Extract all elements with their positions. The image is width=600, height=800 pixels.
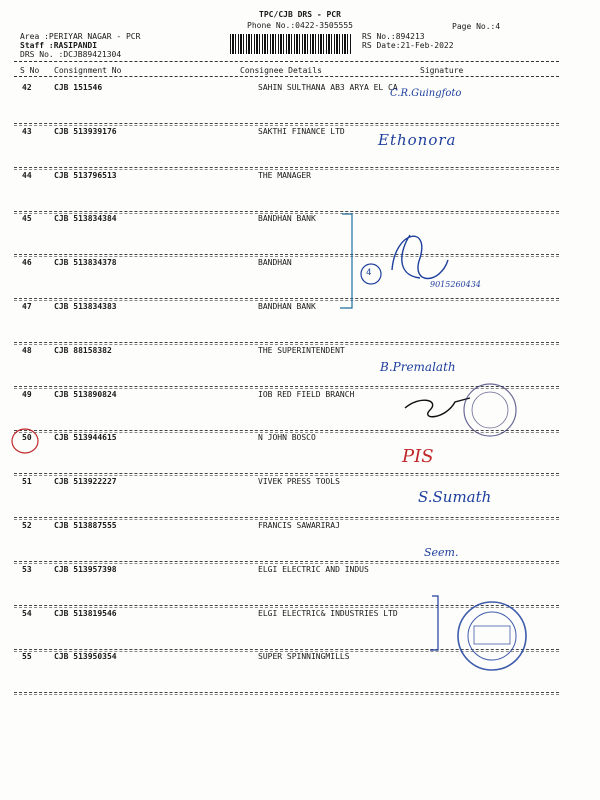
bracket-mark	[340, 214, 352, 308]
row-sno: 48	[22, 345, 32, 355]
rs-date: RS Date:21-Feb-2022	[362, 41, 454, 50]
row-sno: 43	[22, 126, 32, 136]
row-consignee: N JOHN BOSCO	[258, 433, 316, 443]
row-consignee: FRANCIS SAWARIRAJ	[258, 521, 340, 530]
row-consignment-no: CJB 513834383	[54, 302, 117, 311]
phone-number: Phone No.:0422-3505555	[247, 21, 353, 30]
circle-mark-number: 4	[366, 268, 372, 278]
row-consignee: THE SUPERINTENDENT	[258, 345, 345, 355]
row-sno: 44	[22, 170, 32, 180]
signature-51: S.Sumath	[418, 488, 492, 506]
row-consignment-no: CJB 513819546	[54, 608, 117, 618]
col-header-consignee: Consignee Details	[240, 66, 322, 75]
row-consignment-no: CJB 513944615	[54, 433, 117, 443]
row-consignee: BANDHAN BANK	[258, 214, 316, 224]
bandhan-signature	[392, 235, 448, 279]
row-consignment-no: CJB 513887555	[54, 521, 117, 530]
col-header-consignment: Consignment No	[54, 66, 122, 75]
row-sno: 54	[22, 608, 32, 618]
row-consignment-no: CJB 151546	[54, 83, 103, 92]
row-sno: 49	[22, 389, 32, 399]
iob-signature	[405, 398, 470, 417]
row-sno: 53	[22, 564, 32, 574]
red-circle-mark	[12, 429, 38, 453]
row-consignee: SAHIN SULTHANA AB3 ARYA EL CA	[258, 83, 398, 92]
signature-43: Ethonora	[378, 131, 457, 149]
signature-52: Seem.	[424, 546, 459, 559]
row-sno: 46	[22, 258, 32, 268]
row-consignee: VIVEK PRESS TOOLS	[258, 477, 340, 487]
col-header-sno: S No	[20, 66, 40, 75]
row-consignee: ELGI ELECTRIC& INDUSTRIES LTD	[258, 608, 398, 618]
row-consignee: ELGI ELECTRIC AND INDUS	[258, 564, 369, 574]
row-consignment-no: CJB 88158382	[54, 345, 112, 355]
document-title: TPC/CJB DRS - PCR	[259, 10, 341, 19]
col-header-signature: Signature	[420, 66, 464, 75]
row-consignment-no: CJB 513796513	[54, 170, 117, 180]
row-consignee: THE MANAGER	[258, 170, 311, 180]
row-consignment-no: CJB 513939176	[54, 126, 117, 136]
row-sno: 45	[22, 214, 32, 224]
staff-field: Staff :RASIPANDI	[20, 41, 98, 50]
row-sno: 52	[22, 521, 32, 530]
row-consignee: SAKTHI FINANCE LTD	[258, 126, 345, 136]
row-consignee: BANDHAN	[258, 258, 292, 268]
signature-46-phone: 9015260434	[430, 280, 481, 289]
row-consignment-no: CJB 513957398	[54, 564, 117, 574]
row-consignment-no: CJB 513922227	[54, 477, 117, 487]
row-sno: 50	[22, 433, 32, 443]
row-sno: 55	[22, 652, 32, 662]
row-consignment-no: CJB 513890824	[54, 389, 117, 399]
drs-number: DRS No. :DCJB89421304	[20, 50, 122, 59]
page-number: Page No.:4	[452, 22, 501, 31]
row-sno: 51	[22, 477, 32, 487]
row-consignee: BANDHAN BANK	[258, 302, 316, 311]
signature-42: C.R.Guingfoto	[390, 88, 462, 99]
elgi-bracket	[430, 596, 438, 650]
area-field: Area :PERIYAR NAGAR - PCR	[20, 32, 141, 41]
row-consignee: IOB RED FIELD BRANCH	[258, 389, 355, 399]
row-sno: 42	[22, 83, 32, 92]
rs-number: RS No.:894213	[362, 32, 425, 41]
signature-48: B.Premalath	[380, 360, 456, 374]
row-consignment-no: CJB 513950354	[54, 652, 117, 662]
signature-50: PIS	[402, 446, 434, 467]
row-sno: 47	[22, 302, 32, 311]
row-consignment-no: CJB 513834378	[54, 258, 117, 268]
row-consignment-no: CJB 513834384	[54, 214, 117, 224]
row-consignee: SUPER SPINNINGMILLS	[258, 652, 350, 662]
